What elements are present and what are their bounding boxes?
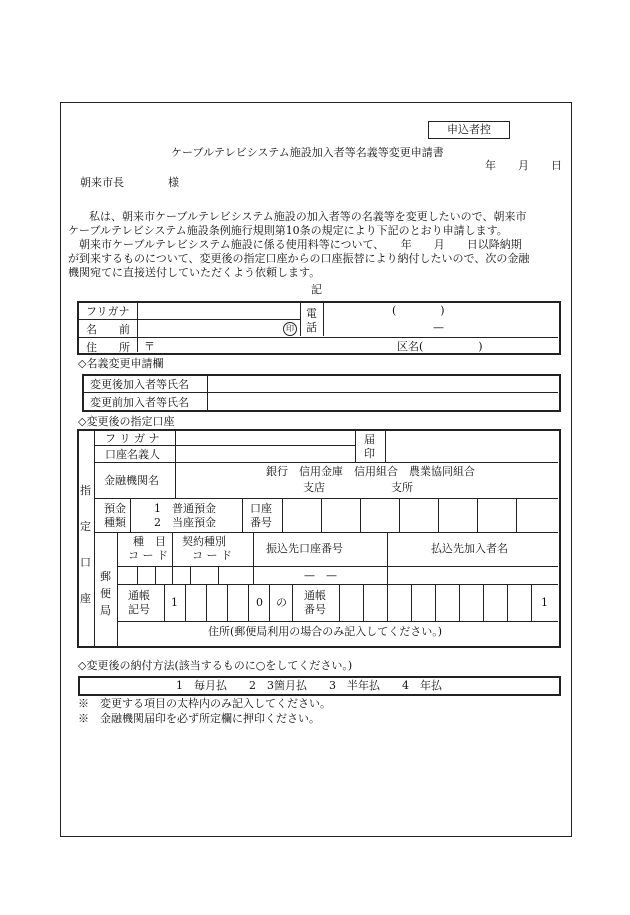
passbook-number-label-2: 番号 bbox=[304, 603, 326, 616]
passbook-digit-1: 1 bbox=[171, 596, 178, 609]
post-address-label: 住所(郵便局利用の場合のみ記入してください。) bbox=[208, 625, 443, 638]
kind-code-label-2: コ ー ド bbox=[128, 549, 168, 562]
payment-heading: ◇変更後の納付方法(該当するものに○をしてください。) bbox=[78, 659, 353, 672]
account-side-2: 定 bbox=[80, 520, 91, 533]
bank-seal-label-1: 届 bbox=[364, 433, 375, 446]
contract-code-label-2: コ ー ド bbox=[192, 549, 232, 562]
addressee: 朝来市長 様 bbox=[80, 176, 179, 189]
transfer-no-label: 振込先口座番号 bbox=[266, 542, 343, 555]
account-side-3: 口 bbox=[80, 556, 91, 569]
postal-mark: 〒 bbox=[144, 340, 155, 353]
contract-code-label-1: 契約種別 bbox=[182, 535, 226, 548]
deposit-option-1: 1 普通預金 bbox=[154, 502, 216, 515]
account-no-label-1: 口座 bbox=[250, 502, 272, 515]
account-heading: ◇変更後の指定口座 bbox=[78, 415, 175, 428]
seal-mark-label: 印 bbox=[286, 324, 294, 333]
name-after-label: 変更後加入者等氏名 bbox=[90, 378, 189, 391]
applicant-name-label: 名 前 bbox=[86, 323, 130, 336]
passbook-symbol-label-2: 記号 bbox=[128, 603, 150, 616]
passbook-number-label-1: 通帳 bbox=[304, 589, 326, 602]
bank-branch: 支店 支所 bbox=[303, 481, 413, 494]
post-side-3: 局 bbox=[100, 604, 111, 617]
para1-line1: 私は、朝来市ケーブルテレビシステム施設の加入者等の名義等を変更したいので、朝来市 bbox=[78, 210, 527, 223]
deposit-option-2: 2 当座預金 bbox=[154, 516, 216, 529]
note-1: ※ 変更する項目の太枠内のみ記入してください。 bbox=[78, 697, 331, 710]
deposit-type-label-1: 預金 bbox=[104, 502, 126, 515]
note-2: ※ 金融機関届印を必ず所定欄に押印ください。 bbox=[78, 712, 320, 725]
applicant-address-label: 住 所 bbox=[86, 341, 130, 354]
para2-line1: 朝来市ケーブルテレビシステム施設に係る使用料等について、 年 月 日以降納期 bbox=[68, 238, 522, 251]
tel-paren: ( ) bbox=[392, 304, 445, 317]
post-side-1: 郵 bbox=[100, 570, 111, 583]
copy-label-box bbox=[428, 121, 510, 139]
form-title: ケーブルテレビシステム施設加入者等名義等変更申請書 bbox=[171, 146, 444, 159]
passbook-no-particle: の bbox=[276, 596, 287, 609]
tel-label-1: 電 bbox=[306, 307, 317, 320]
bank-types: 銀行 信用金庫 信用組合 農業協同組合 bbox=[266, 465, 475, 478]
account-side-4: 座 bbox=[80, 592, 91, 605]
passbook-last-digit: 1 bbox=[541, 596, 548, 609]
ki-label: 記 bbox=[311, 283, 322, 296]
ward-field: 区名( ) bbox=[397, 340, 483, 353]
post-side-2: 便 bbox=[100, 587, 111, 600]
holder-name-label: 口座名義人 bbox=[105, 448, 160, 461]
transfer-dashes: — — bbox=[304, 569, 337, 582]
name-change-heading: ◇名義変更申請欄 bbox=[78, 357, 164, 370]
seal-mark bbox=[283, 322, 297, 336]
account-side-1: 指 bbox=[80, 484, 91, 497]
payee-label: 払込先加入者名 bbox=[431, 542, 508, 555]
para2-line2: が到来するものについて、変更後の指定口座からの口座振替により納付したいので、次の金融 bbox=[68, 252, 530, 265]
deposit-type-label-2: 種類 bbox=[104, 516, 126, 529]
date-line: 年 月 日 bbox=[485, 159, 562, 172]
kind-code-label-1: 種 目 bbox=[133, 535, 166, 548]
passbook-symbol-label-1: 通帳 bbox=[128, 589, 150, 602]
para1-line2: ケーブルテレビシステム施設条例施行規則第10条の規定により下記のとおり申請します。 bbox=[68, 224, 508, 237]
holder-furigana-label: フ リ ガ ナ bbox=[105, 432, 160, 445]
account-no-label-2: 番号 bbox=[250, 516, 272, 529]
applicant-furigana-label: フリガナ bbox=[86, 305, 130, 318]
passbook-digit-0: 0 bbox=[256, 596, 263, 609]
bank-name-label: 金融機関名 bbox=[104, 474, 159, 487]
para2-line3: 機関宛てに直接送付していただくよう依頼します。 bbox=[68, 266, 321, 279]
tel-dash: — bbox=[433, 321, 444, 334]
name-before-label: 変更前加入者等氏名 bbox=[90, 396, 189, 409]
tel-label-2: 話 bbox=[306, 321, 317, 334]
copy-label: 申込者控 bbox=[447, 123, 491, 136]
bank-seal-label-2: 印 bbox=[364, 447, 375, 460]
payment-options: 1 毎月払 2 3箇月払 3 半年払 4 年払 bbox=[176, 679, 442, 692]
